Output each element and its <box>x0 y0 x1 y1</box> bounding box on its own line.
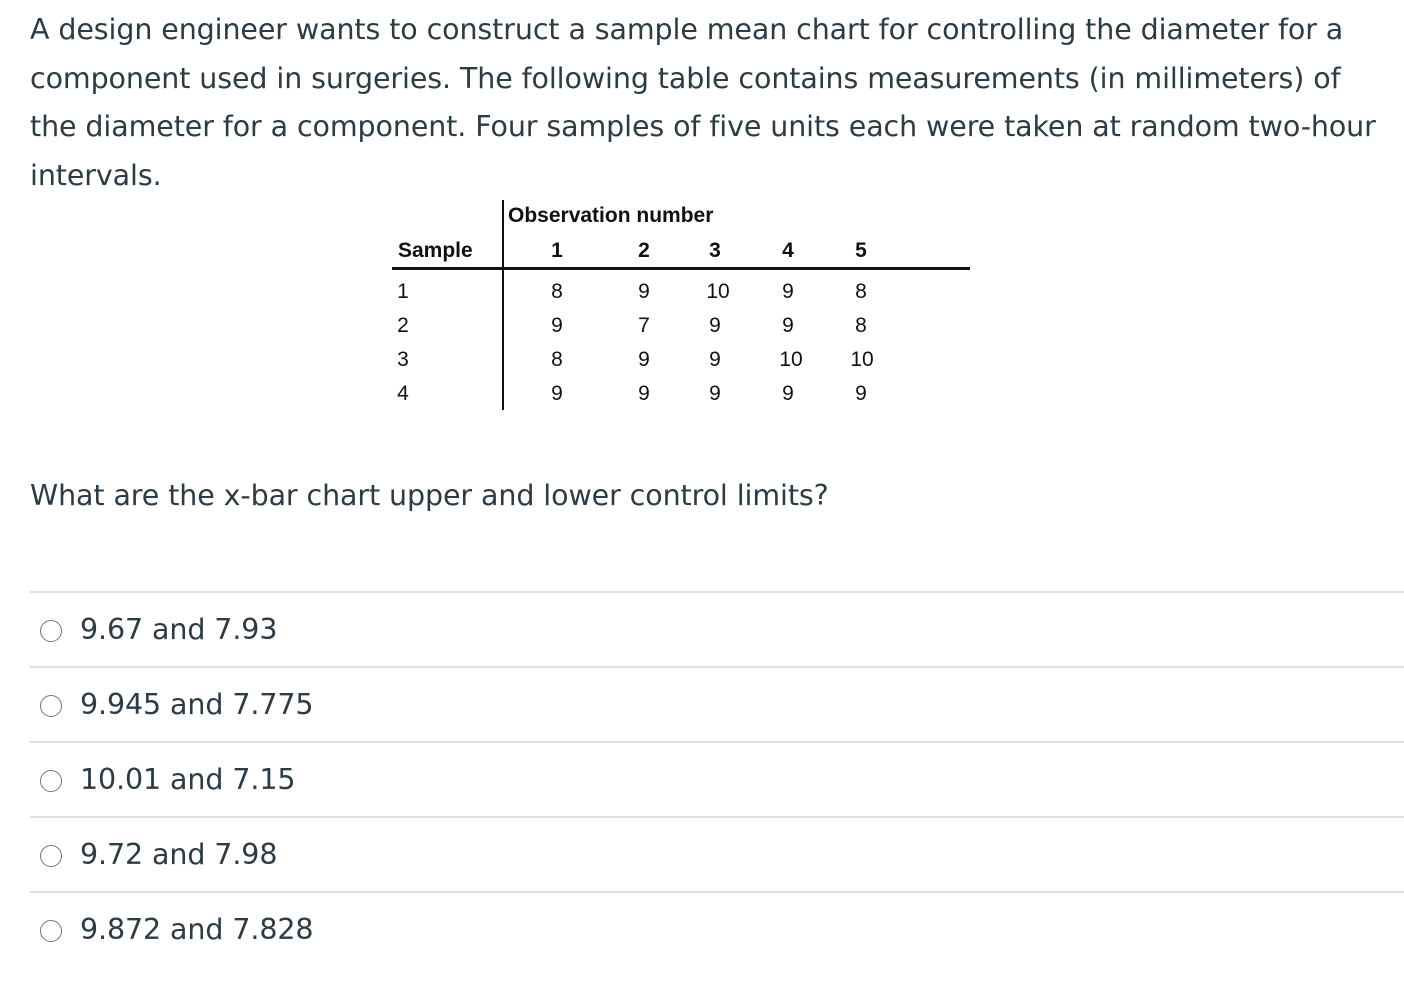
table-cell: 9 <box>709 314 721 337</box>
sample-label: 3 <box>397 348 409 371</box>
radio-button[interactable] <box>40 920 62 942</box>
column-header-5: 5 <box>855 239 867 262</box>
observation-number-header: Observation number <box>508 204 714 227</box>
table-cell: 10 <box>850 348 874 371</box>
radio-button[interactable] <box>40 845 62 867</box>
table-cell: 9 <box>638 348 650 371</box>
table-cell: 9 <box>709 382 721 405</box>
table-cell: 8 <box>551 348 563 371</box>
table-vertical-divider <box>502 200 504 410</box>
table-cell: 9 <box>709 348 721 371</box>
sample-label: 2 <box>397 314 409 337</box>
sample-label: 1 <box>397 280 409 303</box>
column-header-4: 4 <box>782 239 794 262</box>
table-cell: 9 <box>782 382 794 405</box>
answer-option-5[interactable] <box>30 891 1404 966</box>
answer-option-1[interactable] <box>30 591 1404 666</box>
table-cell: 8 <box>855 314 867 337</box>
table-cell: 8 <box>551 280 563 303</box>
table-cell: 9 <box>782 314 794 337</box>
table-cell: 9 <box>551 382 563 405</box>
answer-option-2[interactable] <box>30 666 1404 741</box>
answer-label[interactable]: 10.01 and 7.15 <box>80 763 296 796</box>
table-horizontal-divider <box>392 267 970 270</box>
table-cell: 8 <box>855 280 867 303</box>
table-cell: 9 <box>551 314 563 337</box>
answer-list <box>30 591 1404 966</box>
table-cell: 9 <box>638 382 650 405</box>
answer-label[interactable]: 9.872 and 7.828 <box>80 913 314 946</box>
sample-label: 4 <box>397 382 409 405</box>
answer-label[interactable]: 9.945 and 7.775 <box>80 688 314 721</box>
radio-button[interactable] <box>40 620 62 642</box>
radio-button[interactable] <box>40 770 62 792</box>
table-cell: 9 <box>782 280 794 303</box>
answer-label[interactable]: 9.67 and 7.93 <box>80 613 278 646</box>
column-header-3: 3 <box>709 239 721 262</box>
table-cell: 7 <box>638 314 650 337</box>
sample-header: Sample <box>398 239 473 262</box>
observation-table <box>392 198 970 410</box>
table-cell: 10 <box>706 280 730 303</box>
table-cell: 9 <box>855 382 867 405</box>
radio-button[interactable] <box>40 695 62 717</box>
table-cell: 9 <box>638 280 650 303</box>
column-header-1: 1 <box>551 239 563 262</box>
question-prompt: A design engineer wants to construct a sample mean chart for controlling the diameter for a component used in surgeries. The following table contains measurements (in millimeters) of the diameter for a component. Four samples of five units each were taken at random two-hour intervals. <box>30 13 1376 192</box>
column-header-2: 2 <box>638 239 650 262</box>
answer-option-3[interactable] <box>30 741 1404 816</box>
table-cell: 10 <box>779 348 803 371</box>
question-ask: What are the x-bar chart upper and lower control limits? <box>30 479 829 512</box>
answer-option-4[interactable] <box>30 816 1404 891</box>
answer-label[interactable]: 9.72 and 7.98 <box>80 838 278 871</box>
